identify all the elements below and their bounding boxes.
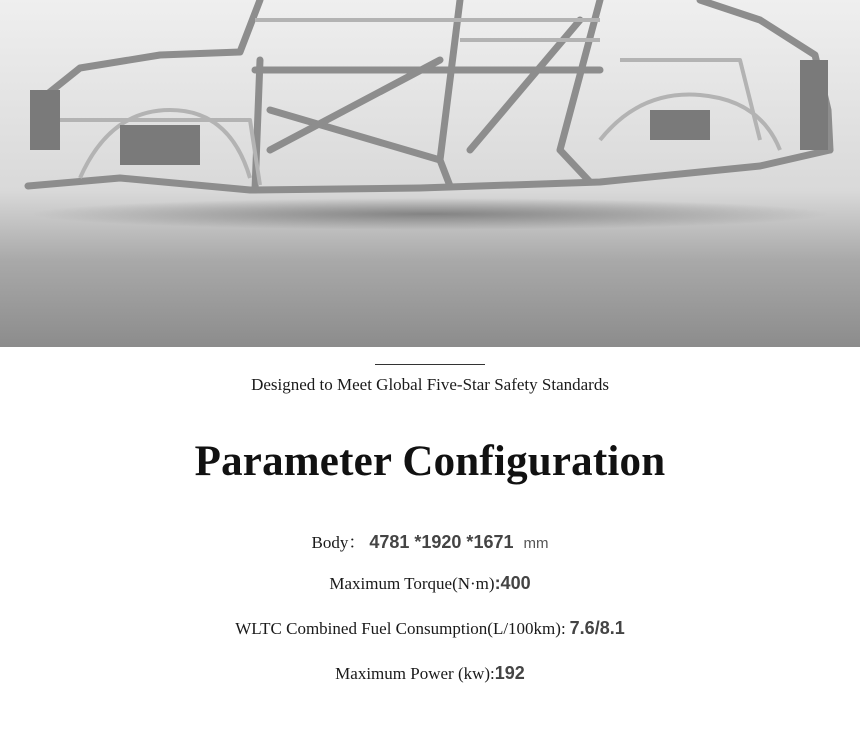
divider [375, 364, 485, 365]
car-body-frame-illustration [0, 0, 860, 347]
spec-body [0, 528, 860, 553]
spec-label: Body： [311, 533, 366, 552]
spec-power [0, 663, 860, 684]
spec-label: Maximum Torque(N·m) [329, 574, 495, 593]
spec-unit: mm [523, 535, 549, 552]
spec-label: Maximum Power (kw): [335, 664, 495, 683]
spec-value: 7.6/8.1 [569, 618, 625, 638]
spec-value: 4781 *1920 *1671 [369, 532, 514, 552]
spec-torque [0, 573, 860, 594]
spec-label: WLTC Combined Fuel Consumption(L/100km): [235, 619, 566, 638]
page-title: Parameter Configuration [194, 438, 666, 485]
spec-fuel [0, 618, 860, 639]
spec-value: 192 [494, 663, 525, 683]
spec-value: :400 [494, 573, 531, 593]
hero-image [0, 0, 860, 347]
tagline: Designed to Meet Global Five-Star Safety Standards [251, 375, 609, 394]
